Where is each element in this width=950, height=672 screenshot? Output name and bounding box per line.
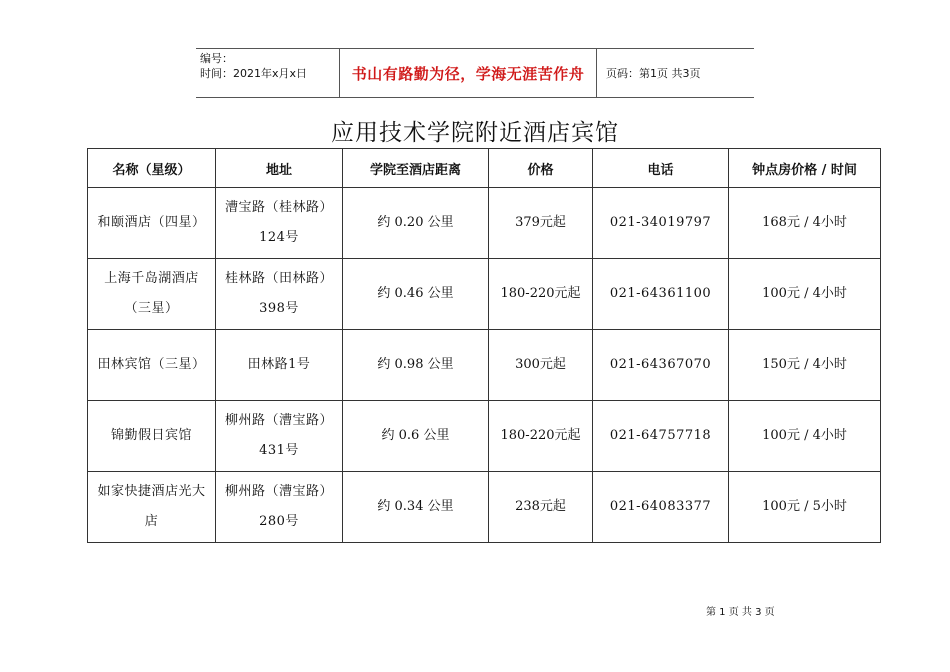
table-row [88,259,881,330]
header-distance: 学院至酒店距离 [343,149,489,188]
hotel-address: 桂林路（田林路）398号 [216,259,343,330]
header-hourly: 钟点房价格 / 时间 [729,149,881,188]
document-title: 应用技术学院附近酒店宾馆 [331,120,619,146]
hotel-distance: 约 0.6 公里 [343,401,489,472]
hotel-address: 田林路1号 [216,330,343,401]
hotel-price: 300元起 [489,330,593,401]
table-row [88,472,881,543]
header-page-code: 页码：第1页 共3页 [606,67,701,80]
hotel-name: 如家快捷酒店光大店 [88,472,216,543]
hotel-name: 和颐酒店（四星） [88,188,216,259]
hotel-name: 锦勤假日宾馆 [88,401,216,472]
hotel-distance: 约 0.46 公里 [343,259,489,330]
header-meta [200,51,307,81]
hotel-hourly: 100元 / 4小时 [729,259,881,330]
hotel-price: 180-220元起 [489,259,593,330]
hotel-distance: 约 0.98 公里 [343,330,489,401]
hotel-table [87,148,881,543]
hotel-hourly: 100元 / 4小时 [729,401,881,472]
header-phone: 电话 [593,149,729,188]
hotel-name: 上海千岛湖酒店（三星） [88,259,216,330]
table-row [88,330,881,401]
hotel-price: 238元起 [489,472,593,543]
hotel-phone: 021-64757718 [593,401,729,472]
hotel-price: 379元起 [489,188,593,259]
hotel-address: 柳州路（漕宝路）280号 [216,472,343,543]
table-header-row [88,149,881,188]
hotel-hourly: 150元 / 4小时 [729,330,881,401]
page-footer: 第 1 页 共 3 页 [706,607,775,618]
document-number-label: 编号： [200,52,233,65]
hotel-hourly: 168元 / 4小时 [729,188,881,259]
hotel-phone: 021-34019797 [593,188,729,259]
header-name: 名称（星级） [88,149,216,188]
table-row [88,188,881,259]
document-time-label: 时间：2021年x月x日 [200,67,308,80]
hotel-phone: 021-64083377 [593,472,729,543]
table-row [88,401,881,472]
hotel-address: 漕宝路（桂林路）124号 [216,188,343,259]
hotel-name: 田林宾馆（三星） [88,330,216,401]
hotel-hourly: 100元 / 5小时 [729,472,881,543]
hotel-phone: 021-64367070 [593,330,729,401]
hotel-address: 柳州路（漕宝路）431号 [216,401,343,472]
hotel-phone: 021-64361100 [593,259,729,330]
page-header [196,48,754,98]
header-address: 地址 [216,149,343,188]
header-slogan: 书山有路勤为径，学海无涯苦作舟 [339,49,597,97]
header-price: 价格 [489,149,593,188]
hotel-distance: 约 0.20 公里 [343,188,489,259]
hotel-price: 180-220元起 [489,401,593,472]
hotel-distance: 约 0.34 公里 [343,472,489,543]
